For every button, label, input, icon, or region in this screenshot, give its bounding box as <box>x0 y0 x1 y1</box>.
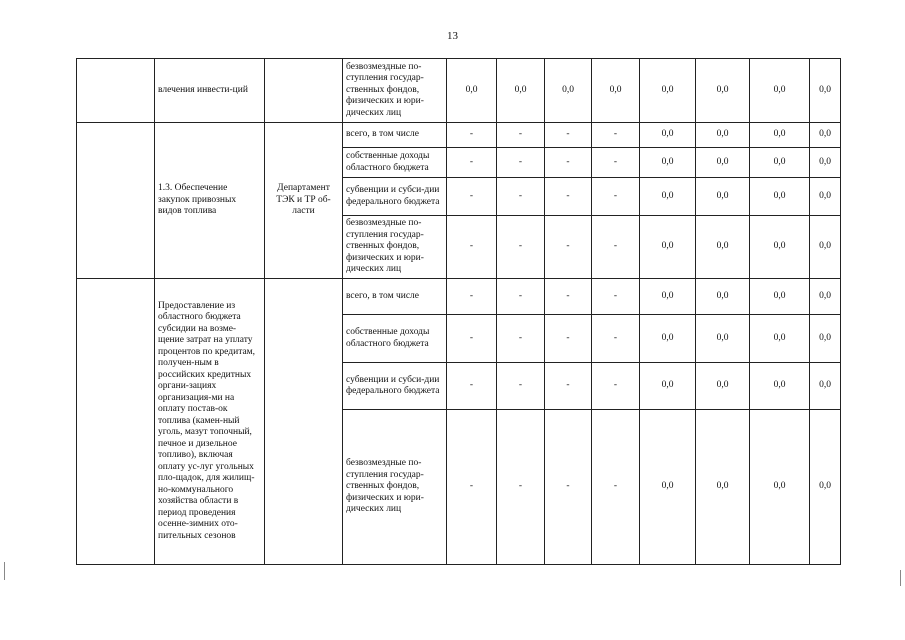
value-cell: - <box>497 315 545 363</box>
value-cell: 0,0 <box>640 123 696 148</box>
value-cell: - <box>545 279 592 315</box>
value-cell: 0,0 <box>810 315 841 363</box>
number-cell <box>77 59 155 123</box>
value-cell: - <box>592 279 640 315</box>
value-cell: 0,0 <box>750 410 810 565</box>
value-cell: 0,0 <box>592 59 640 123</box>
value-cell: - <box>447 178 497 216</box>
value-cell: - <box>497 410 545 565</box>
value-cell: 0,0 <box>750 178 810 216</box>
value-cell: - <box>592 363 640 410</box>
value-cell: 0,0 <box>810 123 841 148</box>
value-cell: - <box>592 178 640 216</box>
funding-source-cell: субвенции и субси-дии федерального бюджета <box>343 363 447 410</box>
value-cell: - <box>447 315 497 363</box>
value-cell: - <box>545 363 592 410</box>
value-cell: - <box>447 410 497 565</box>
value-cell: 0,0 <box>696 216 750 279</box>
value-cell: 0,0 <box>640 148 696 178</box>
funding-source-cell: собственные доходы областного бюджета <box>343 315 447 363</box>
value-cell: 0,0 <box>447 59 497 123</box>
table-row <box>77 123 841 148</box>
value-cell: 0,0 <box>810 216 841 279</box>
value-cell: - <box>545 216 592 279</box>
table-row <box>77 59 841 123</box>
value-cell: 0,0 <box>696 315 750 363</box>
department-cell <box>265 59 343 123</box>
funding-source-cell: безвозмездные по-ступления государ-ственных фондов, физических и юри-дических лиц <box>343 410 447 565</box>
value-cell: 0,0 <box>810 363 841 410</box>
number-cell <box>77 279 155 565</box>
value-cell: 0,0 <box>696 59 750 123</box>
funding-source-cell: всего, в том числе <box>343 123 447 148</box>
value-cell: 0,0 <box>545 59 592 123</box>
value-cell: 0,0 <box>810 410 841 565</box>
value-cell: 0,0 <box>696 363 750 410</box>
value-cell: 0,0 <box>750 216 810 279</box>
value-cell: 0,0 <box>810 178 841 216</box>
value-cell: - <box>497 178 545 216</box>
scan-artifact-left <box>4 562 5 580</box>
value-cell: 0,0 <box>810 279 841 315</box>
funding-source-cell: субвенции и субси-дии федерального бюджета <box>343 178 447 216</box>
value-cell: - <box>592 148 640 178</box>
page-number: 13 <box>447 30 458 42</box>
measure-cell: Предоставление из областного бюджета субсидии на возме-щение затрат на уплату процентов по кредитам, получен-ным в российских кредитных органи-зациях организация-ми на оплату постав-ок топлива (камен-ный уголь, мазут топочный, печное и дизельное топливо), включая оплату ус-луг угольных пло-щадок, для жилищ-но-коммунального хозяйства области в период проведения осенне-зимних ото-пительных сезонов <box>155 279 265 565</box>
value-cell: 0,0 <box>810 59 841 123</box>
value-cell: - <box>447 363 497 410</box>
value-cell: - <box>497 216 545 279</box>
value-cell: - <box>592 410 640 565</box>
value-cell: 0,0 <box>696 123 750 148</box>
value-cell: 0,0 <box>640 315 696 363</box>
funding-source-cell: собственные доходы областного бюджета <box>343 148 447 178</box>
value-cell: 0,0 <box>696 178 750 216</box>
number-cell <box>77 123 155 279</box>
value-cell: 0,0 <box>497 59 545 123</box>
measure-cell: 1.3. Обеспечение закупок привозных видов топлива <box>155 123 265 279</box>
value-cell: - <box>447 148 497 178</box>
value-cell: 0,0 <box>750 59 810 123</box>
value-cell: - <box>447 123 497 148</box>
funding-source-cell: всего, в том числе <box>343 279 447 315</box>
value-cell: 0,0 <box>696 410 750 565</box>
value-cell: 0,0 <box>750 123 810 148</box>
value-cell: 0,0 <box>640 410 696 565</box>
value-cell: - <box>592 315 640 363</box>
value-cell: - <box>592 216 640 279</box>
value-cell: - <box>497 148 545 178</box>
value-cell: 0,0 <box>640 59 696 123</box>
department-cell: Департамент ТЭК и ТР об-ласти <box>265 123 343 279</box>
value-cell: 0,0 <box>640 279 696 315</box>
value-cell: - <box>497 123 545 148</box>
table-row <box>77 279 841 315</box>
value-cell: 0,0 <box>640 363 696 410</box>
budget-table <box>76 58 841 565</box>
value-cell: - <box>497 363 545 410</box>
value-cell: 0,0 <box>696 279 750 315</box>
value-cell: - <box>447 216 497 279</box>
department-cell <box>265 279 343 565</box>
scan-artifact-right <box>900 570 901 586</box>
value-cell: 0,0 <box>750 315 810 363</box>
value-cell: - <box>545 315 592 363</box>
value-cell: 0,0 <box>810 148 841 178</box>
value-cell: - <box>545 410 592 565</box>
funding-source-cell: безвозмездные по-ступления государ-ственных фондов, физических и юри-дических лиц <box>343 216 447 279</box>
value-cell: - <box>545 123 592 148</box>
funding-source-cell: безвозмездные по-ступления государ-ственных фондов, физических и юри-дических лиц <box>343 59 447 123</box>
value-cell: 0,0 <box>640 178 696 216</box>
value-cell: 0,0 <box>750 279 810 315</box>
value-cell: 0,0 <box>750 148 810 178</box>
value-cell: 0,0 <box>640 216 696 279</box>
value-cell: 0,0 <box>750 363 810 410</box>
value-cell: - <box>545 178 592 216</box>
value-cell: - <box>592 123 640 148</box>
measure-cell: влечения инвести-ций <box>155 59 265 123</box>
value-cell: 0,0 <box>696 148 750 178</box>
value-cell: - <box>447 279 497 315</box>
value-cell: - <box>545 148 592 178</box>
value-cell: - <box>497 279 545 315</box>
